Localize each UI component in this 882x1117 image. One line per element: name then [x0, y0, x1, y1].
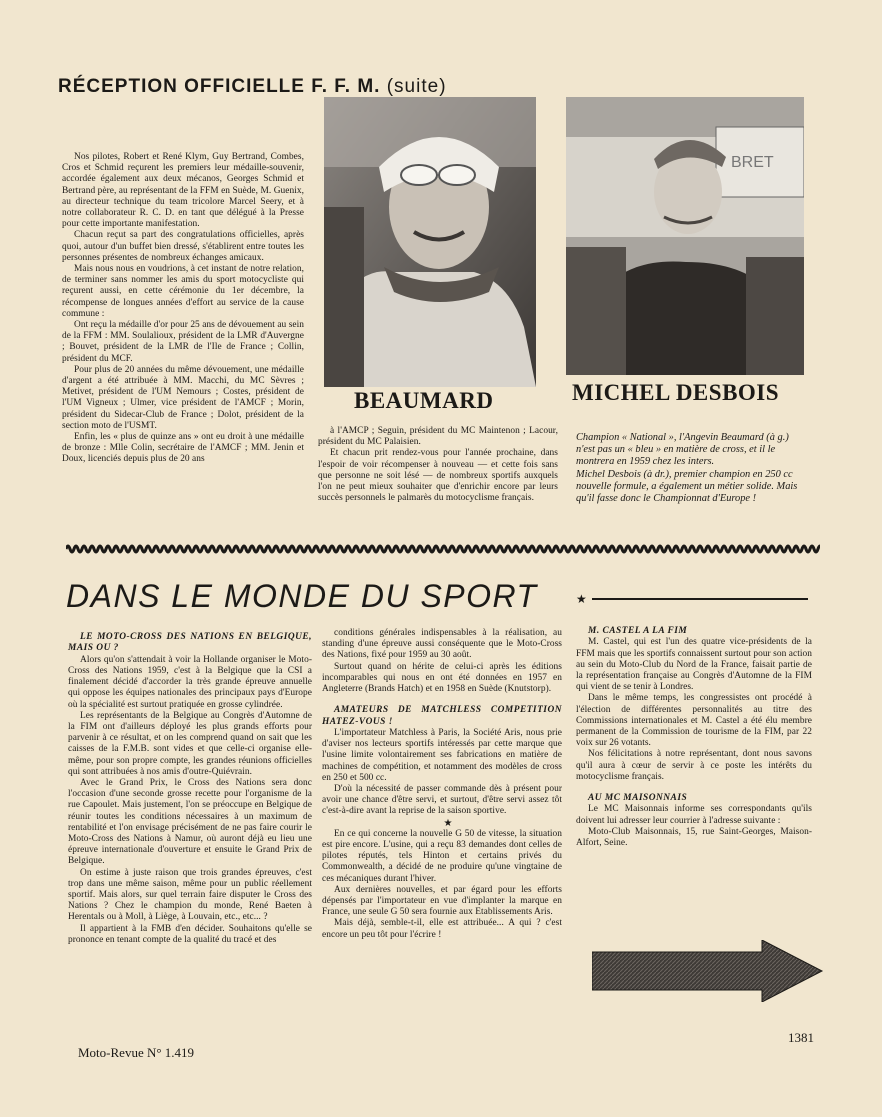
footer-magazine: Moto-Revue: [78, 1045, 144, 1060]
section-title: DANS LE MONDE DU SPORT: [66, 578, 538, 614]
photo-name-beaumard: BEAUMARD: [354, 388, 494, 413]
paragraph: Mais nous nous en voudrions, à cet instant de notre relation, de terminer sans nommer les amis du sport motocycliste qui reçurent aussi, en cette cérémonie du 1er décembre, la récompense de longues années d'effort au service de la cause commune :: [62, 264, 304, 319]
article-title-text: RÉCEPTION OFFICIELLE F. F. M.: [58, 76, 381, 97]
footer-issue-number: N° 1.419: [146, 1045, 195, 1060]
sport-column-3: [576, 626, 812, 849]
page-number: 1381: [788, 1030, 814, 1045]
paragraph: D'où la nécessité de passer commande dès à présent pour avoir une chance d'être servi, et surtout, d'être servi assez tôt c'est-à-dire avant la reprise de la saison sportive.: [322, 784, 562, 817]
paragraph: Le MC Maisonnais informe ses correspondants qu'ils doivent lui adresser leur courrier à l'adresse suivante :: [576, 804, 812, 826]
paragraph: On estime à juste raison que trois grandes épreuves, c'est trop dans une même saison, même pour un public réellement sportif. Mais alors, sur quel terrain faire disputer le Cross des Nations ? Chez le champion du monde, René Baeten à Herentals ou à Moll, à Liège, à Louvain, etc., etc... ?: [68, 867, 312, 923]
column-heading: AU MC MAISONNAIS: [588, 793, 688, 804]
photo-desbois: [566, 97, 804, 375]
wavy-divider-line: [66, 546, 820, 552]
star-separator: ★: [443, 817, 453, 829]
column-heading: LE MOTO-CROSS DES NATIONS EN BELGIQUE, MAIS OU ?: [68, 632, 312, 654]
paragraph: Chacun reçut sa part des congratulations officielles, après quoi, autour d'un buffet bien dressé, s'établirent entre toutes les personnes présentes de nombreux échanges amicaux.: [62, 230, 304, 263]
paragraph: à l'AMCP ; Seguin, président du MC Maintenon ; Lacour, président du MC Palaisien.: [318, 426, 558, 448]
article-title: [58, 76, 447, 98]
paragraph: Moto-Club Maisonnais, 15, rue Saint-Georges, Maison-Alfort, Seine.: [576, 826, 812, 849]
sport-column-1: [68, 632, 312, 946]
wavy-divider: [66, 540, 820, 558]
photo-sign-text: BRET: [731, 154, 774, 171]
paragraph: Avec le Grand Prix, le Cross des Nations sera donc l'occasion d'une seconde grosse recette pour l'organisme de la rue Capoulet. Mais justement, l'on se préoccupe en Belgique de réunir toutes les conditions nécessaires à un maximum de rentabilité et l'on envisage précisément de ne pas faire courir le Moto-Cross des Nations à Namur, où auront déjà eu lieu une épreuve internationale d'ouverture et ensuite le Grand Prix de Belgique.: [68, 778, 312, 867]
sport-column-2: [322, 628, 562, 941]
paragraph: Aux dernières nouvelles, et par égard pour les efforts dépensés par l'importateur en vue d'implanter la marque en France, une seule G 50 sera fournie aux Etablissements Aris.: [322, 884, 562, 918]
photo-beaumard-image: [324, 97, 536, 387]
paragraph: Dans le même temps, les congressistes ont procédé à l'élection de différentes personnalités au titre des Commissions internationales et M. Castel a été élu membre permanent de la Commission de tourisme de la FIM, par 22 voix sur 26 votants.: [576, 693, 812, 749]
paragraph: Mais déjà, semble-t-il, elle est attribuée... A qui ? c'est encore un peu tôt pour l'écrire !: [322, 918, 562, 940]
paragraph: Il appartient à la FMB d'en décider. Souhaitons qu'elle se prononce en tenant compte de la qualité du tracé et des: [68, 923, 312, 945]
paragraph: Alors qu'on s'attendait à voir la Hollande organiser le Moto-Cross des Nations 1959, c'est à la Belgique que la CSI a finalement décidé d'accorder la très grande épreuve annuelle qui oppose les équipes nationales des principaux pays d'Europe où la spécialité est surtout pratiquée en grosse cylindrée.: [68, 654, 312, 710]
column-heading: M. CASTEL A LA FIM: [588, 626, 688, 636]
paragraph: Michel Desbois (à dr.), premier champion en 250 cc nouvelle formule, a également un métier solide. Mais qu'il fasse donc le Championnat d'Europe !: [576, 468, 798, 505]
paragraph: Ont reçu la médaille d'or pour 25 ans de dévouement au sein de la FFM : MM. Soulalioux, président de la LMR d'Auvergne ; Bouvet, président de la LMR de l'Ile de France ; Collin, président du MCF.: [62, 320, 304, 364]
paragraph: Nos pilotes, Robert et René Klym, Guy Bertrand, Combes, Cros et Schmid reçurent les premiers leur médaille-souvenir, accordée également aux deux mécanos, Georges Schmid et Bertrand père, au représentant de la FFM en Suède, M. Guenix, au directeur technique du team tricolore Marcel Seery, et à notre collaborateur R. C. D. en tant que délégué à la Presse pour cette importante manifestation.: [62, 152, 304, 230]
photo-caption: [576, 432, 808, 505]
paragraph: Champion « National », l'Angevin Beaumard (à g.) n'est pas un « bleu » en matière de cross, et il le montrera en 1959 chez les inters.: [576, 432, 789, 468]
section-rule: [592, 598, 808, 600]
paragraph: En ce qui concerne la nouvelle G 50 de vitesse, la situation est pire encore. L'usine, qui a reçu 83 demandes dont celles de pilotes réputés, tels Hinton et certains privés du Commonwealth, a décidé de ne produire qu'une vingtaine de ces mécaniques durant l'hiver.: [322, 828, 562, 884]
paragraph: Et chacun prit rendez-vous pour l'année prochaine, dans l'espoir de voir récompenser à nouveau — et cette fois sans que personne ne soit lésé — de nombreux sportifs auxquels l'on ne peut mieux souhaiter que d'enrichir encore par leurs succès personnels le palmarès du motocyclisme français.: [318, 448, 558, 504]
column-heading: AMATEURS DE MATCHLESS COMPETITION HATEZ-VOUS !: [322, 705, 562, 727]
paragraph: Enfin, les « plus de quinze ans » ont eu droit à une médaille de bronze : Mlle Colin, secrétaire de l'AMCF ; MM. Jenin et Doux, licenciés depuis plus de 20 ans: [62, 432, 304, 465]
paragraph: Nos félicitations à notre représentant, dont nous savons qu'il aura à cœur de servir à ce poste les intérêts du motocyclisme français.: [576, 749, 812, 782]
photo-beaumard: [324, 97, 536, 387]
paragraph: Surtout quand on hérite de celui-ci après les éditions incomparables qui nous en ont été données en 1957 en Angleterre (Brands Hatch) et en 1958 en Suède (Knutstorp).: [322, 661, 562, 695]
section-star-icon: ★: [576, 592, 587, 606]
paragraph: conditions générales indispensables à la réalisation, au standing d'une épreuve aussi conséquente que le Moto-Cross des Nations, fixé pour 1959 au 30 août.: [322, 628, 562, 661]
paragraph: M. Castel, qui est l'un des quatre vice-présidents de la FFM mais que les sportifs connaissent surtout pour son action au sein du Moto-Club du Nord de la France, faisait partie de la représentation française au Congrès d'Automne de la FIM qui vient de se tenir à Londres.: [576, 637, 812, 693]
arrow-graphic: [592, 940, 824, 1002]
photo-name-desbois: MICHEL DESBOIS: [572, 380, 780, 405]
article-column-2: [318, 426, 558, 504]
article-title-suite: (suite): [386, 76, 447, 97]
article-column-1: [62, 152, 304, 466]
footer-issue: [78, 1045, 194, 1061]
photo-desbois-image: [566, 97, 804, 375]
paragraph: Pour plus de 20 années du même dévouement, une médaille d'argent a été attribuée à MM. Macchi, du MC Sèvres ; Metivet, président de l'UM Nemours ; Costes, président de l'UM Vigneux ; Ulmer, vice président de l'AMCF ; Morin, président du Sidecar-Club de France ; Dolot, président de la section moto de l'USMT.: [62, 364, 304, 431]
paragraph: L'importateur Matchless à Paris, la Société Aris, nous prie d'aviser nos lecteurs sportifs intéressés par cette marque que l'usine limite volontairement ses fabrications en matière de machines de compétition, et notamment des modèles de cross en 250 et 500 cc.: [322, 728, 562, 783]
paragraph: Les représentants de la Belgique au Congrès d'Automne de la FIM ont d'ailleurs déployé les plus grands efforts pour parvenir à ce résultat, et on les comprend quand on sait que les caisses de la F.M.B. sont vides et que celle-ci organise elle-même, pour son propre compte, les grandes réunions officielles qui sont attribuées à nos amis d'outre-Quiévrain.: [68, 710, 312, 777]
